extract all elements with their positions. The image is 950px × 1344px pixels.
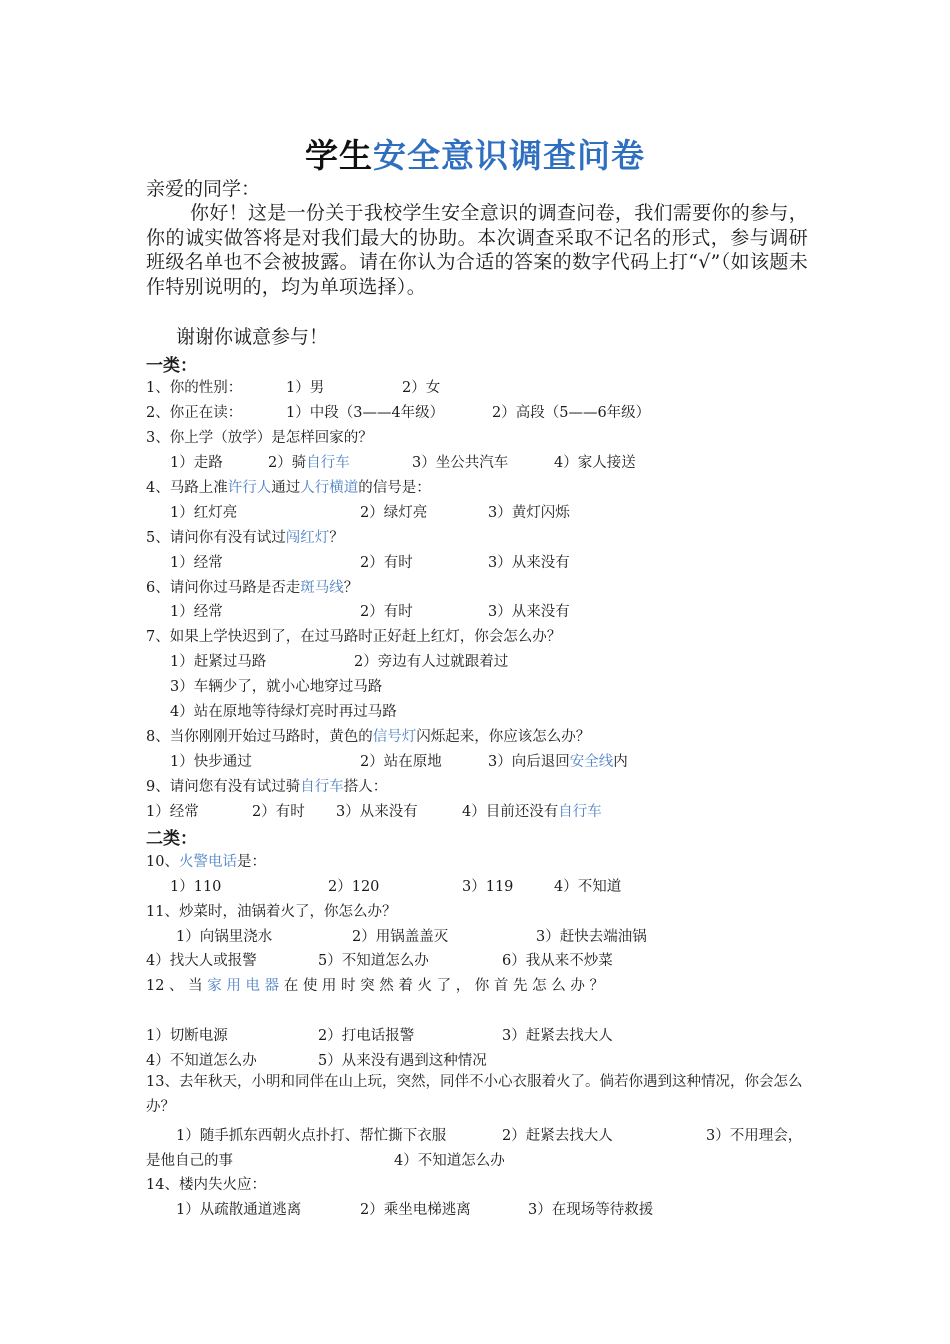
option: 6）我从来不炒菜 — [502, 953, 613, 969]
option: 4）站在原地等待绿灯亮时再过马路 — [170, 704, 397, 720]
text-segment: 4、马路上准 — [146, 480, 228, 496]
keyword-link[interactable]: 火警电话 — [178, 854, 237, 870]
option: 2）有时 — [360, 555, 413, 571]
option: 1）随手抓东西朝火点扑打、帮忙撕下衣服 — [176, 1128, 447, 1144]
question-text: 11、炒菜时，油锅着火了，你怎么办？ — [146, 904, 397, 920]
question-13: 13、去年秋天，小明和同伴在山上玩，突然，同伴不小心衣服着火了。倘若你遇到这种情况，你会怎么办？ — [146, 1074, 803, 1115]
option: 3）不用理会， — [706, 1128, 803, 1144]
option — [488, 750, 628, 771]
option: 2）打电话报警 — [318, 1028, 415, 1044]
question-text: 1、你的性别： — [146, 380, 243, 396]
option — [268, 451, 350, 472]
keyword-link[interactable]: 自行车 — [558, 804, 602, 820]
option-text: 4）目前还没有 — [462, 804, 559, 820]
question-text — [146, 476, 431, 497]
question-text — [146, 725, 590, 746]
question-text — [146, 850, 266, 871]
question-text: 7、如果上学快迟到了，在过马路时正好赶上红灯，你会怎么办？ — [146, 629, 562, 645]
keyword-link[interactable]: 斑马线 — [300, 580, 344, 596]
option: 4）找大人或报警 — [146, 953, 257, 969]
option: 3）在现场等待救援 — [528, 1202, 654, 1218]
option: 1）赶紧过马路 — [170, 654, 267, 670]
question-text — [146, 775, 387, 796]
option: 2）有时 — [360, 604, 413, 620]
text-segment: 搭人： — [343, 779, 388, 795]
option: 3）赶紧去找大人 — [502, 1028, 613, 1044]
option: 1）经常 — [146, 804, 199, 820]
option: 2）有时 — [252, 804, 305, 820]
option-text: 3）向后退回 — [488, 754, 570, 770]
option — [462, 800, 602, 821]
text-segment: 闪烁起来，你应该怎么办？ — [416, 729, 591, 745]
option: 3）119 — [462, 879, 514, 895]
question-text: 2、你正在读： — [146, 405, 243, 421]
option: 2）乘坐电梯逃离 — [360, 1202, 471, 1218]
option: 1）切断电源 — [146, 1028, 228, 1044]
option: 5）从来没有遇到这种情况 — [318, 1053, 487, 1069]
option: 2）用锅盖盖灭 — [352, 929, 449, 945]
keyword-link[interactable]: 家 用 电 器 — [207, 978, 280, 994]
option: 4）不知道怎么办 — [146, 1053, 257, 1069]
text-segment: 10、 — [146, 854, 179, 870]
option: 2）女 — [402, 380, 441, 396]
thanks-line: 谢谢你诚意参与！ — [176, 326, 329, 348]
keyword-link[interactable]: 自行车 — [306, 455, 350, 471]
question-text: 14、楼内失火应： — [146, 1177, 266, 1193]
option: 1）经常 — [170, 604, 223, 620]
text-segment: 的信号是： — [358, 480, 431, 496]
question-text: 3、你上学（放学）是怎样回家的？ — [146, 430, 373, 446]
text-segment: 6、请问你过马路是否走 — [146, 580, 301, 596]
option: 1）中段（3——4年级） — [286, 405, 445, 421]
option: 1）向锅里浇水 — [176, 929, 273, 945]
option: 1）从疏散通道逃离 — [176, 1202, 302, 1218]
text-segment: 在 使 用 时 突 然 着 火 了 ， 你 首 先 怎 么 办 ？ — [283, 978, 604, 994]
option: 2）旁边有人过就跟着过 — [354, 654, 509, 670]
keyword-link[interactable]: 自行车 — [300, 779, 344, 795]
option: 3）赶快去端油锅 — [536, 929, 647, 945]
option: 1）经常 — [170, 555, 223, 571]
option: 1）男 — [286, 380, 325, 396]
section-heading-1: 一类： — [146, 356, 197, 376]
option: 4）不知道怎么办 — [394, 1153, 505, 1169]
keyword-link[interactable]: 安全线 — [569, 754, 614, 770]
question-text — [146, 576, 358, 597]
option: 3）从来没有 — [488, 555, 570, 571]
intro-paragraph: 你好！这是一份关于我校学生安全意识的调查问卷，我们需要你的参与，你的诚实做答将是对我们最大的协助。本次调查采取不记名的形式，参与调研班级名单也不会被披露。请在你认为合适的答案的数字代码上打“√”（如该题未作特别说明的，均为单项选择）。 — [146, 202, 808, 298]
text-segment: 8、当你刚刚开始过马路时，黄色的 — [146, 729, 373, 745]
text-segment: 9、请问您有没有试过骑 — [146, 779, 301, 795]
option: 4）不知道 — [554, 879, 622, 895]
option-text: 2）骑 — [268, 455, 307, 471]
title-part1: 学生 — [305, 136, 373, 175]
text-segment: ？ — [329, 530, 344, 546]
option: 3）车辆少了，就小心地穿过马路 — [170, 679, 383, 695]
greeting: 亲爱的同学： — [146, 178, 261, 200]
document-title — [0, 130, 950, 177]
title-part2: 安全意识调查问卷 — [373, 136, 645, 175]
text-segment: 通过 — [271, 480, 301, 496]
option: 2）赶紧去找大人 — [502, 1128, 613, 1144]
question-text — [146, 526, 344, 547]
option: 2）站在原地 — [360, 754, 442, 770]
option: 2）120 — [328, 879, 380, 895]
option: 2）高段（5——6年级） — [492, 405, 651, 421]
option: 4）家人接送 — [554, 455, 636, 471]
option: 3）坐公共汽车 — [412, 455, 509, 471]
question-text — [146, 974, 604, 995]
keyword-link[interactable]: 人行横道 — [300, 480, 359, 496]
option: 1）走路 — [170, 455, 223, 471]
keyword-link[interactable]: 许行人 — [227, 480, 272, 496]
option: 是他自己的事 — [146, 1153, 233, 1169]
option: 1）红灯亮 — [170, 505, 238, 521]
option: 3）从来没有 — [336, 804, 418, 820]
section-heading-2: 二类： — [146, 829, 197, 849]
text-segment: 12 、 当 — [146, 978, 203, 994]
option: 5）不知道怎么办 — [318, 953, 429, 969]
text-segment: 是： — [236, 854, 266, 870]
option: 1）快步通过 — [170, 754, 252, 770]
text-segment: ？ — [343, 580, 359, 596]
option: 3）黄灯闪烁 — [488, 505, 570, 521]
keyword-link[interactable]: 信号灯 — [372, 729, 417, 745]
option: 3）从来没有 — [488, 604, 570, 620]
option: 1）110 — [170, 879, 222, 895]
text-segment: 5、请问你有没有试过 — [146, 530, 286, 546]
option-text: 内 — [613, 754, 628, 770]
keyword-link[interactable]: 闯红灯 — [285, 530, 330, 546]
option: 2）绿灯亮 — [360, 505, 428, 521]
